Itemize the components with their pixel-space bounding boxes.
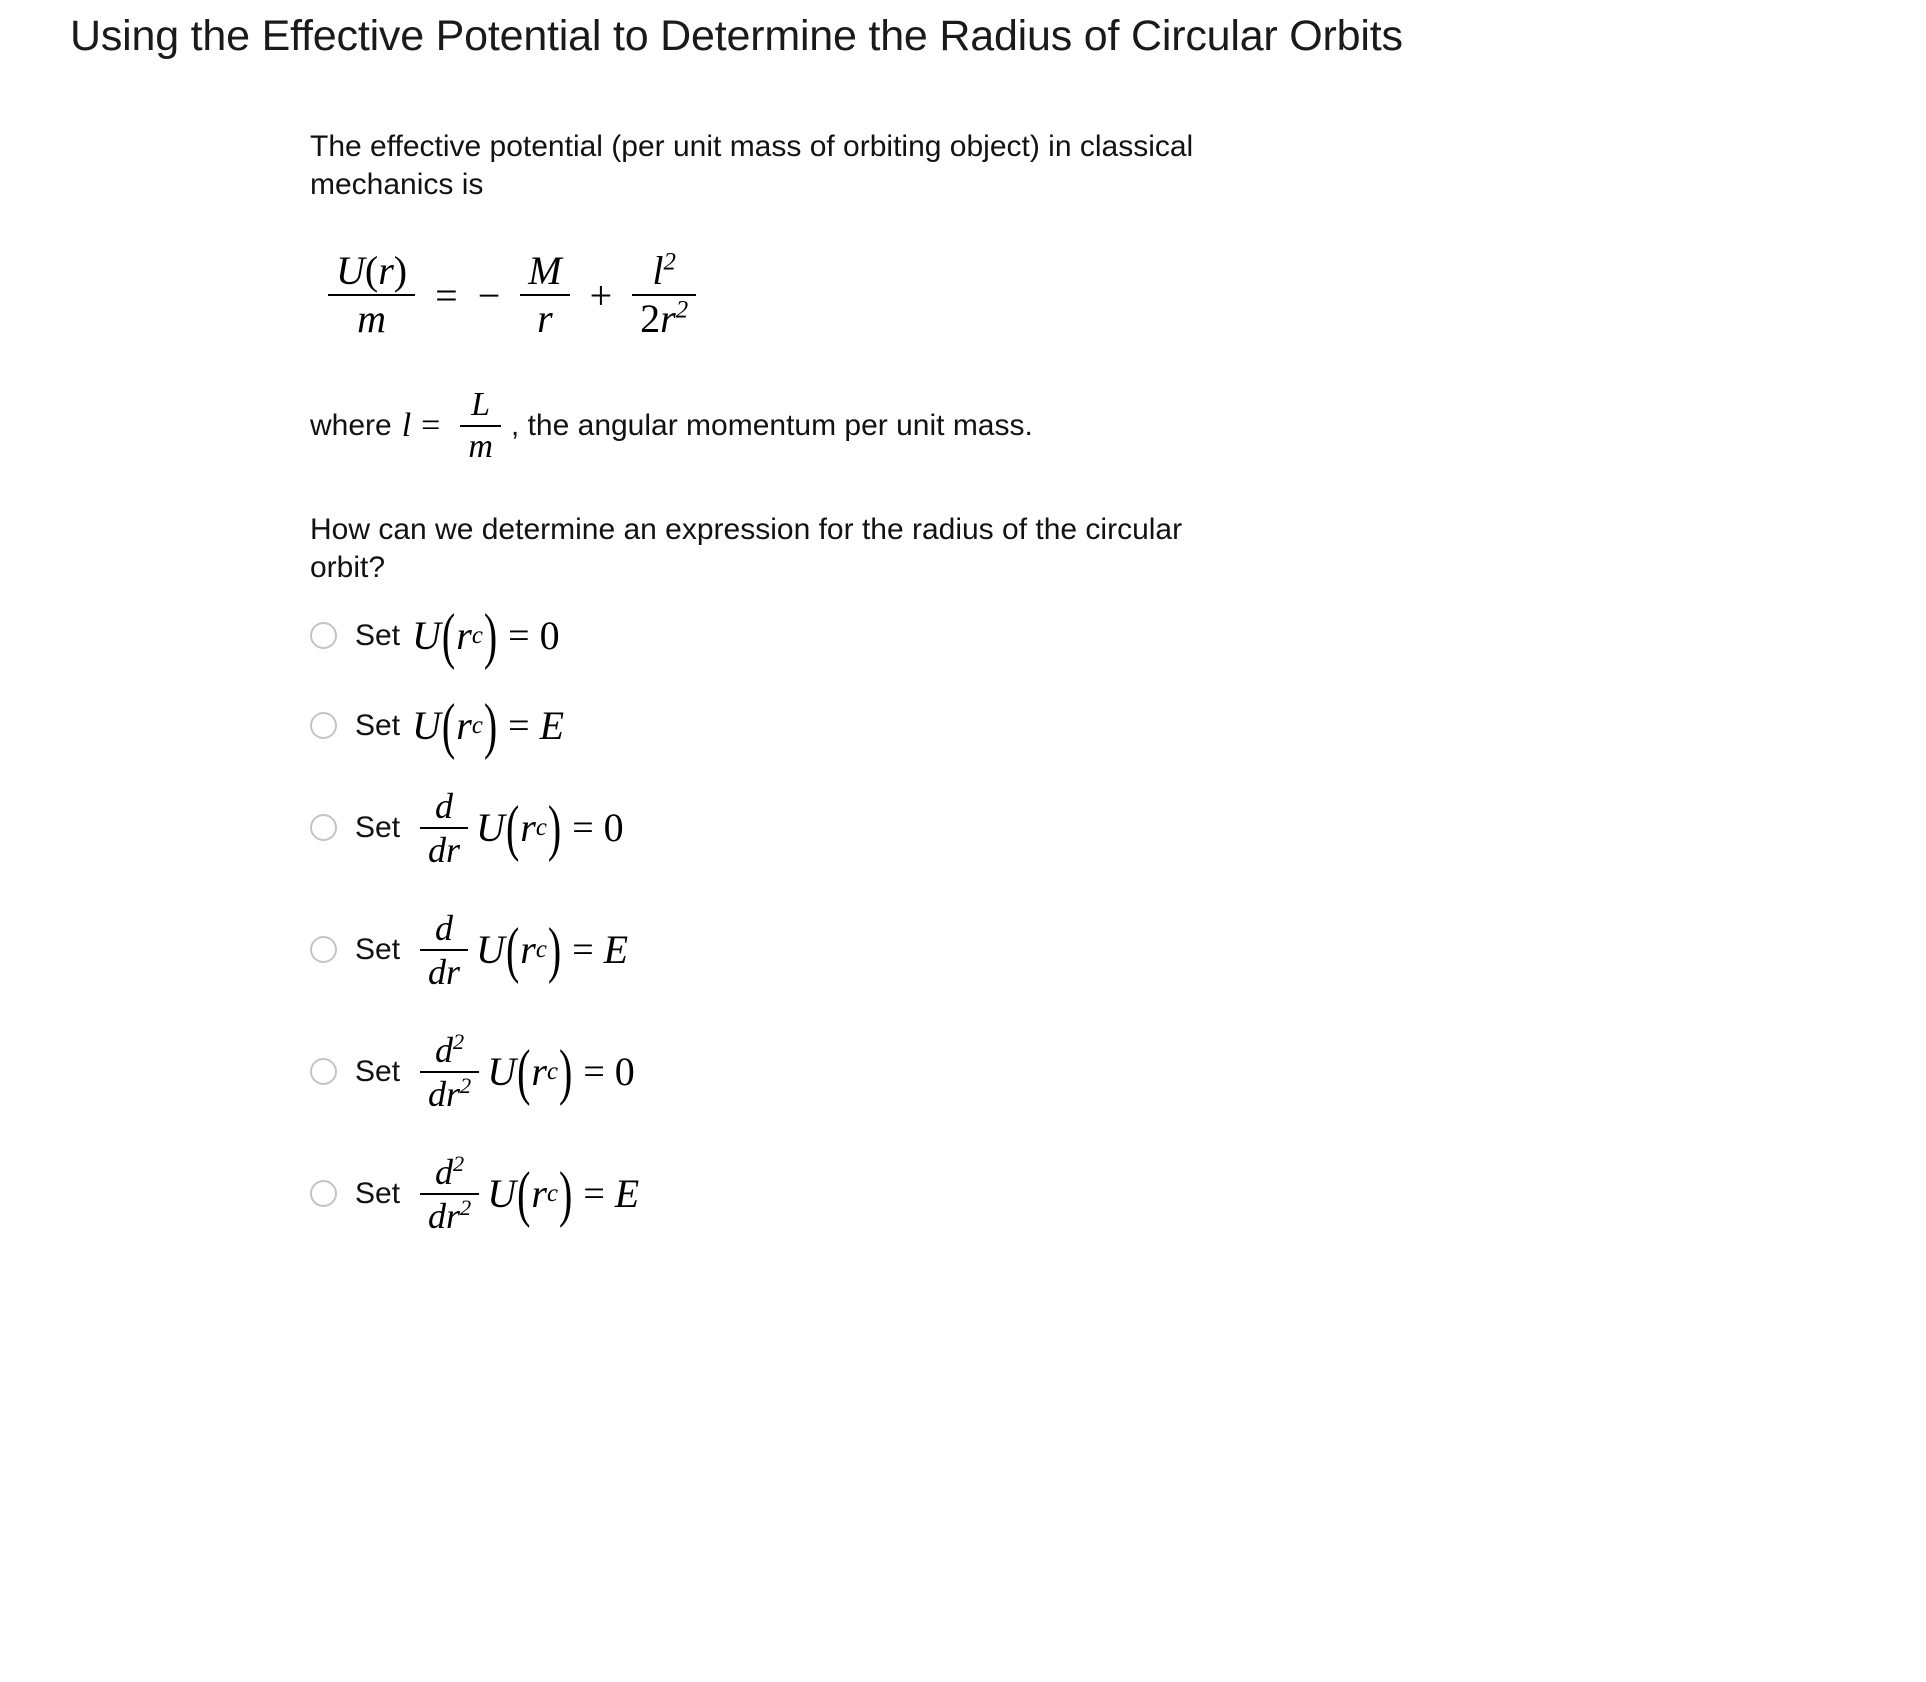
equals-sign: = bbox=[508, 704, 530, 747]
radio-button-icon[interactable] bbox=[310, 936, 337, 963]
option-expression: U ( r c ) = 0 bbox=[412, 600, 560, 671]
option-row[interactable] bbox=[310, 785, 1510, 871]
second-derivative-operator bbox=[420, 1028, 479, 1114]
paren-open: ( bbox=[505, 792, 520, 863]
paren-open: ( bbox=[441, 690, 456, 761]
term1-numerator: M bbox=[528, 248, 562, 293]
angular-momentum-definition bbox=[310, 387, 1510, 465]
equals-sign: = bbox=[435, 272, 458, 318]
dr-exponent: 2 bbox=[460, 1194, 472, 1220]
r-symbol: r bbox=[520, 805, 536, 851]
U-symbol: U bbox=[476, 805, 505, 851]
option-expression: $\frac{d^2}{dr^2}$ U ( r c ) = 0 bbox=[412, 1031, 635, 1113]
operator-numerator: d bbox=[435, 907, 454, 948]
option-label: Set bbox=[355, 932, 401, 966]
radio-button-icon[interactable] bbox=[310, 622, 337, 649]
equals-sign: = bbox=[583, 1050, 605, 1093]
r-symbol: r bbox=[456, 613, 472, 659]
L-over-m-fraction bbox=[460, 387, 501, 465]
radio-button-icon[interactable] bbox=[310, 1180, 337, 1207]
r-exponent: 2 bbox=[675, 297, 689, 325]
term1-denominator: r bbox=[537, 296, 553, 342]
dr-symbol: dr bbox=[428, 1195, 461, 1236]
option-label: Set bbox=[355, 708, 401, 742]
r-symbol: r bbox=[456, 703, 472, 749]
option-row[interactable] bbox=[310, 1029, 1510, 1115]
l-symbol: l bbox=[652, 248, 664, 293]
term2-numerator bbox=[644, 250, 684, 294]
option-row[interactable] bbox=[310, 907, 1510, 993]
where-suffix: , the angular momentum per unit mass. bbox=[510, 408, 1033, 442]
paren-close: ) bbox=[483, 690, 498, 761]
option-row[interactable] bbox=[310, 1151, 1510, 1237]
l-symbol: l bbox=[401, 406, 412, 444]
paren-open: ( bbox=[505, 914, 520, 985]
spacer bbox=[310, 465, 1510, 511]
L-symbol: L bbox=[471, 385, 491, 423]
lhs-denominator: m bbox=[357, 296, 386, 342]
spacer bbox=[310, 341, 1510, 387]
option-expression: $\frac{d^2}{dr^2}$ U ( r c ) = E bbox=[412, 1153, 639, 1235]
gravitational-term-fraction bbox=[520, 250, 569, 341]
operator-denominator bbox=[420, 1195, 479, 1235]
paren-close: ) bbox=[559, 1036, 573, 1107]
option-label: Set bbox=[355, 1176, 401, 1210]
d-exponent: 2 bbox=[453, 1150, 465, 1176]
r-symbol: r bbox=[531, 1049, 547, 1095]
option-row[interactable] bbox=[310, 600, 1510, 671]
rhs-value: E bbox=[614, 1171, 640, 1217]
coefficient-2: 2 bbox=[640, 296, 661, 342]
question-prompt: How can we determine an expression for the radius of the circular orbit? bbox=[310, 512, 1183, 584]
paren-close: ) bbox=[393, 248, 408, 293]
second-derivative-operator bbox=[420, 1150, 479, 1236]
rhs-value: 0 bbox=[603, 805, 624, 851]
r-symbol: r bbox=[660, 296, 676, 342]
operator-numerator bbox=[427, 1028, 472, 1071]
option-label: Set bbox=[355, 1054, 401, 1088]
lhs-numerator bbox=[328, 250, 415, 294]
intro-paragraph: The effective potential (per unit mass of orbiting object) in classical mechanics is bbox=[310, 130, 1194, 201]
U-symbol: U bbox=[487, 1171, 517, 1217]
rhs-value: 0 bbox=[539, 613, 560, 659]
U-symbol: U bbox=[336, 248, 365, 293]
option-label: Set bbox=[355, 618, 401, 652]
d-symbol: d bbox=[435, 1151, 454, 1192]
dr-exponent: 2 bbox=[460, 1072, 472, 1098]
operator-numerator: d bbox=[435, 785, 454, 826]
question-content bbox=[310, 128, 1510, 1273]
operator-denominator bbox=[420, 1073, 479, 1113]
rhs-value: E bbox=[539, 703, 565, 749]
paren-close: ) bbox=[547, 792, 562, 863]
paren-open: ( bbox=[517, 1158, 531, 1229]
d-symbol: d bbox=[435, 1029, 454, 1070]
answer-options-group bbox=[310, 600, 1510, 1237]
paren-close: ) bbox=[483, 600, 498, 671]
l-exponent: 2 bbox=[663, 248, 676, 276]
operator-denominator: dr bbox=[428, 951, 461, 992]
paren-open: ( bbox=[517, 1036, 531, 1107]
rhs-value: E bbox=[603, 927, 629, 973]
spacer bbox=[310, 204, 1510, 250]
page-title: Using the Effective Potential to Determine the Radius of Circular Orbits bbox=[70, 12, 1403, 60]
U-symbol: U bbox=[487, 1049, 517, 1095]
radio-button-icon[interactable] bbox=[310, 1058, 337, 1085]
paren-close: ) bbox=[547, 914, 562, 985]
r-symbol: r bbox=[378, 248, 394, 293]
paren-open: ( bbox=[441, 600, 456, 671]
equals-sign: = bbox=[572, 928, 594, 971]
equals-sign: = bbox=[583, 1172, 605, 1215]
option-row[interactable] bbox=[310, 690, 1510, 761]
paren-open: ( bbox=[364, 248, 379, 293]
option-expression: $\frac{d}{dr}$ U ( r c ) = E bbox=[412, 909, 628, 991]
r-symbol: r bbox=[531, 1171, 547, 1217]
U-symbol: U bbox=[412, 613, 441, 659]
term2-denominator bbox=[632, 296, 696, 340]
operator-numerator bbox=[427, 1150, 472, 1193]
operator-denominator: dr bbox=[428, 829, 461, 870]
paren-close: ) bbox=[559, 1158, 573, 1229]
option-expression: $\frac{d}{dr}$ U ( r c ) = 0 bbox=[412, 787, 624, 869]
m-symbol: m bbox=[468, 427, 493, 465]
derivative-operator bbox=[420, 909, 468, 991]
option-expression: U ( r c ) = E bbox=[412, 690, 565, 761]
effective-potential-equation bbox=[318, 250, 706, 341]
U-symbol: U bbox=[412, 703, 441, 749]
equals-sign: = bbox=[572, 806, 594, 849]
radio-button-icon[interactable] bbox=[310, 814, 337, 841]
lhs-fraction bbox=[328, 250, 415, 341]
option-label: Set bbox=[355, 810, 401, 844]
equals-sign: = bbox=[508, 614, 530, 657]
minus-sign: − bbox=[477, 272, 501, 318]
d-exponent: 2 bbox=[453, 1028, 465, 1054]
U-symbol: U bbox=[476, 927, 505, 973]
plus-sign: + bbox=[589, 272, 613, 318]
dr-symbol: dr bbox=[428, 1073, 461, 1114]
radio-button-icon[interactable] bbox=[310, 712, 337, 739]
l-definition-math bbox=[402, 387, 511, 465]
where-prefix: where bbox=[310, 408, 392, 442]
centrifugal-term-fraction bbox=[632, 250, 696, 341]
r-symbol: r bbox=[520, 927, 536, 973]
rhs-value: 0 bbox=[614, 1049, 635, 1095]
derivative-operator bbox=[420, 787, 468, 869]
equals-sign: = bbox=[421, 406, 441, 444]
